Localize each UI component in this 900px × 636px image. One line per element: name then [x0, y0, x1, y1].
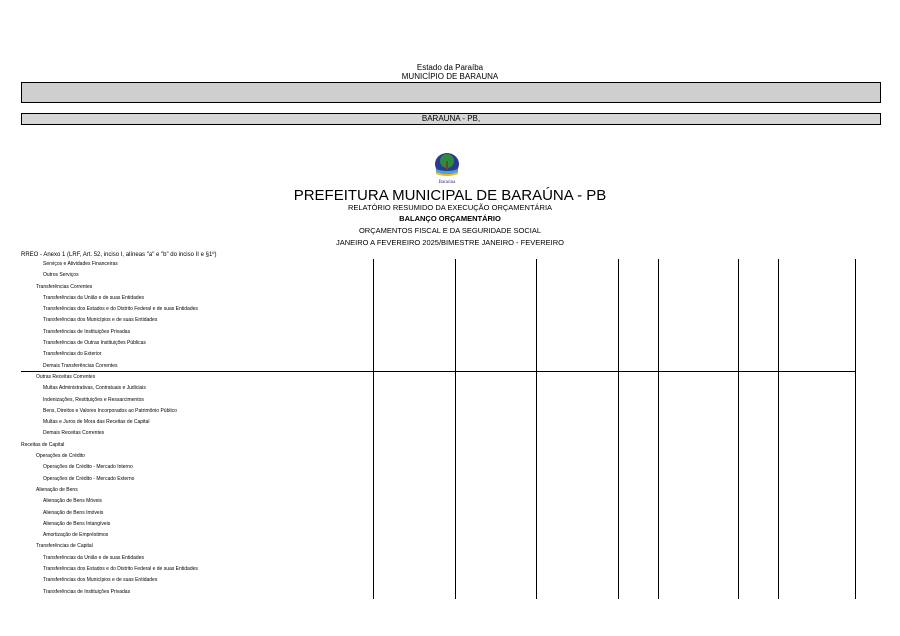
- table-row: Transferências dos Estados e do Distrito Federal e de suas Entidades: [43, 306, 198, 313]
- table-row: Transferências dos Municípios e de suas Entidades: [43, 317, 158, 324]
- table-row: Outras Receitas Correntes: [36, 373, 96, 380]
- table-row: Transferências da União e de suas Entidades: [43, 554, 144, 561]
- table-row: Operações de Crédito - Mercado Externo: [43, 475, 135, 482]
- table-row: Alienação de Bens: [36, 486, 78, 493]
- table-row: Bens, Direitos e Valores Incorporados ao Patrimônio Público: [43, 407, 177, 414]
- table-row: Operações de Crédito: [36, 453, 85, 460]
- column-divider: [618, 259, 619, 599]
- column-divider: [855, 259, 856, 599]
- table-row: Transferências da União e de suas Entidades: [43, 294, 144, 301]
- table-row: Serviços e Atividades Financeiras: [43, 261, 118, 267]
- report-period: JANEIRO A FEVEREIRO 2025/BIMESTRE JANEIRO - FEVEREIRO: [336, 238, 564, 247]
- table-row: Transferências do Exterior: [43, 351, 102, 358]
- column-divider: [738, 259, 739, 599]
- table-row: Transferências de Outras Instituições Públicas: [43, 340, 146, 347]
- column-divider: [778, 259, 779, 599]
- table-row: Transferências de Instituições Privadas: [43, 328, 131, 335]
- column-divider: [455, 259, 456, 599]
- table-row: Transferências de Instituições Privadas: [43, 588, 131, 595]
- state-header: [0, 64, 900, 81]
- municipal-logo-icon: [431, 150, 463, 186]
- table-row: Indenizações, Restituições e Ressarcimentos: [43, 396, 144, 403]
- table-row: Transferências dos Municípios e de suas Entidades: [43, 577, 158, 584]
- column-divider: [373, 259, 374, 599]
- municipality-name: MUNICÍPIO DE BARAUNA: [401, 71, 499, 81]
- logo-text: Baraúna: [438, 180, 456, 185]
- table-row: Alienação de Bens Móveis: [43, 498, 102, 505]
- table-row: Multas e Juros de Mora das Receitas de Capital: [43, 419, 150, 426]
- table-row: Amortização de Empréstimos: [43, 532, 109, 539]
- table-row: Demais Transferências Correntes: [43, 362, 118, 369]
- column-divider: [536, 259, 537, 599]
- table-row: Operações de Crédito - Mercado Interno: [43, 464, 133, 471]
- report-scope: ORÇAMENTOS FISCAL E DA SEGURIDADE SOCIAL: [358, 226, 542, 235]
- state-name: Estado da Paraíba: [416, 63, 484, 72]
- table-row: Multas Administrativas, Contratuais e Judiciais: [43, 385, 146, 392]
- table-row: Outros Serviços: [43, 272, 79, 279]
- city-bar: BARAUNA - PB,: [21, 113, 881, 125]
- report-statement: BALANÇO ORÇAMENTÁRIO: [399, 214, 501, 223]
- table-row: Demais Receitas Correntes: [43, 430, 105, 437]
- annex-label: RREO - Anexo 1 (LRF, Art. 52, inciso I, alíneas "a" e "b" do inciso II e §1º): [21, 252, 217, 258]
- table-row: Transferências Correntes: [36, 283, 93, 290]
- table-row: Transferências dos Estados e do Distrito Federal e de suas Entidades: [43, 566, 198, 573]
- table-row: Alienação de Bens Imóveis: [43, 509, 104, 516]
- table-row: Receitas de Capital: [21, 441, 65, 448]
- grey-banner: [21, 82, 881, 103]
- report-title: PREFEITURA MUNICIPAL DE BARAÚNA - PB: [293, 187, 607, 204]
- table-row: Alienação de Bens Intangíveis: [43, 520, 111, 527]
- column-divider: [658, 259, 659, 599]
- budget-rows: [21, 259, 373, 598]
- report-subtitle: RELATÓRIO RESUMIDO DA EXECUÇÃO ORÇAMENTÁRIA: [347, 203, 553, 212]
- table-row: Transferências de Capital: [36, 543, 93, 550]
